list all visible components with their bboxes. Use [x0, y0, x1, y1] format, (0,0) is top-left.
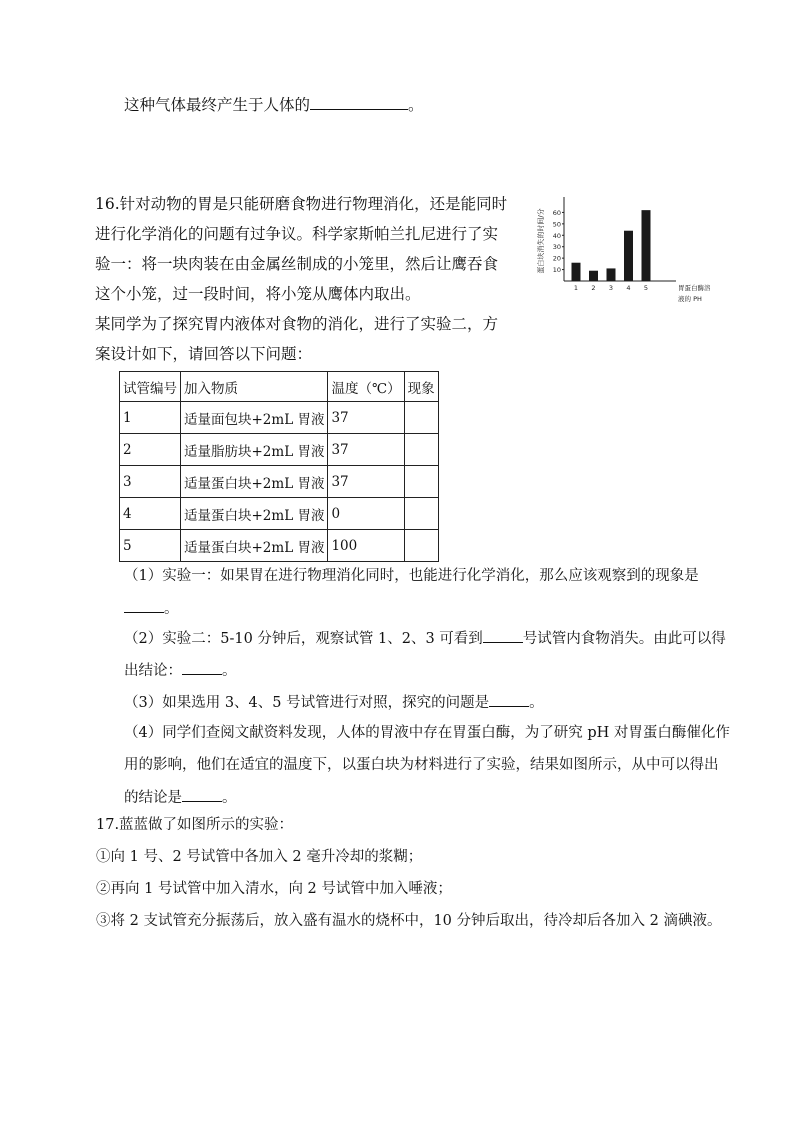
q16-line-6: 案设计如下，请回答以下问题：	[95, 345, 313, 363]
bar	[589, 271, 598, 281]
q17-title: 17.蓝蓝做了如图所示的实验：	[96, 817, 294, 833]
answer-blank[interactable]	[310, 95, 408, 110]
table-cell: 3	[120, 466, 181, 498]
q17-step-3: ③将 2 支试管充分振荡后，放入盛有温水的烧杯中，10 分钟后取出，待冷却后各加入 2 滴碘液。	[96, 913, 722, 929]
bar	[572, 263, 581, 281]
q16-line-2: 进行化学消化的问题有过争议。科学家斯帕兰扎尼进行了实	[95, 225, 499, 243]
answer-blank[interactable]	[182, 787, 222, 802]
table-cell: 0	[328, 498, 404, 530]
bar	[607, 268, 616, 281]
table-cell	[404, 402, 438, 434]
experiment-table	[119, 371, 439, 562]
q16-line-5: 某同学为了探究胃内液体对食物的消化，进行了实验二，方	[95, 315, 499, 333]
table-cell: 37	[328, 466, 404, 498]
x-tick-label: 5	[643, 284, 649, 292]
x-tick-label: 1	[573, 284, 579, 292]
table-row	[120, 434, 439, 466]
y-tick-label: 20	[552, 254, 561, 263]
y-tick-label: 30	[552, 243, 561, 252]
table-cell	[404, 530, 438, 562]
table-row	[120, 530, 439, 562]
subquestion-1-blank-line: 。	[124, 598, 179, 619]
table-header-cell: 试管编号	[120, 372, 181, 402]
table-cell: 37	[328, 434, 404, 466]
table-row	[120, 402, 439, 434]
table-cell: 5	[120, 530, 181, 562]
bar	[624, 231, 633, 281]
bar	[642, 210, 651, 281]
x-tick-label: 3	[608, 284, 614, 292]
ph-enzyme-bar-chart	[530, 188, 710, 320]
subquestion-4-line-2: 用的影响，他们在适宜的温度下，以蛋白块为材料进行了实验，结果如图所示，从中可以得出	[124, 757, 719, 773]
table-cell: 适量蛋白块+2mL 胃液	[181, 530, 328, 562]
table-cell	[404, 466, 438, 498]
y-tick-label: 50	[552, 220, 561, 229]
x-axis-label: 液的 PH	[678, 295, 702, 303]
y-tick-label: 40	[552, 231, 561, 240]
subquestion-1: （1）实验一：如果胃在进行物理消化同时，也能进行化学消化，那么应该观察到的现象是	[124, 568, 699, 584]
x-tick-label: 4	[626, 284, 631, 292]
subquestion-2-continued: 出结论： 。	[124, 660, 237, 681]
q16-line-4: 这个小笼，过一段时间，将小笼从鹰体内取出。	[95, 285, 421, 303]
x-axis-label: 胃蛋白酶溶	[678, 284, 710, 292]
subquestion-4-line-3: 的结论是 。	[124, 787, 237, 808]
table-header-cell: 现象	[404, 372, 438, 402]
top-line: 这种气体最终产生于人体的 。	[124, 96, 424, 114]
y-tick-label: 60	[552, 208, 561, 217]
table-cell: 适量蛋白块+2mL 胃液	[181, 498, 328, 530]
table-cell: 4	[120, 498, 181, 530]
table-header-row	[120, 372, 439, 402]
table-cell: 适量脂肪块+2mL 胃液	[181, 434, 328, 466]
table-row	[120, 498, 439, 530]
table-cell: 2	[120, 434, 181, 466]
table-header-cell: 加入物质	[181, 372, 328, 402]
answer-blank[interactable]	[483, 628, 523, 643]
q16-line-3: 验一：将一块肉装在由金属丝制成的小笼里，然后让鹰吞食	[95, 255, 499, 273]
table-row	[120, 466, 439, 498]
q16-line-1: 16.针对动物的胃是只能研磨食物进行物理消化，还是能同时	[95, 195, 508, 213]
table-cell	[404, 434, 438, 466]
table-cell: 适量蛋白块+2mL 胃液	[181, 466, 328, 498]
table-cell: 适量面包块+2mL 胃液	[181, 402, 328, 434]
answer-blank[interactable]	[182, 660, 222, 675]
answer-blank[interactable]	[124, 598, 164, 613]
answer-blank[interactable]	[489, 692, 529, 707]
table-header-cell: 温度（℃）	[328, 372, 404, 402]
y-tick-label: 10	[552, 266, 561, 275]
top-line-text: 这种气体最终产生于人体的	[124, 96, 311, 114]
y-axis-label: 蛋白块消失的时间/分	[537, 208, 545, 274]
subquestion-4: （4）同学们查阅文献资料发现，人体的胃液中存在胃蛋白酶，为了研究 pH 对胃蛋白酶催化作	[124, 725, 730, 741]
table-cell: 100	[328, 530, 404, 562]
q17-step-1: ①向 1 号、2 号试管中各加入 2 毫升冷却的浆糊；	[96, 849, 423, 865]
subquestion-3: （3）如果选用 3、4、5 号试管进行对照，探究的问题是 。	[124, 692, 544, 713]
x-tick-label: 2	[591, 284, 596, 292]
subquestion-2: （2）实验二：5-10 分钟后，观察试管 1、2、3 可看到 号试管内食物消失。由此可以得	[124, 628, 726, 649]
q17-step-2: ②再向 1 号试管中加入清水，向 2 号试管中加入唾液；	[96, 881, 452, 897]
table-cell	[404, 498, 438, 530]
table-cell: 37	[328, 402, 404, 434]
table-cell: 1	[120, 402, 181, 434]
